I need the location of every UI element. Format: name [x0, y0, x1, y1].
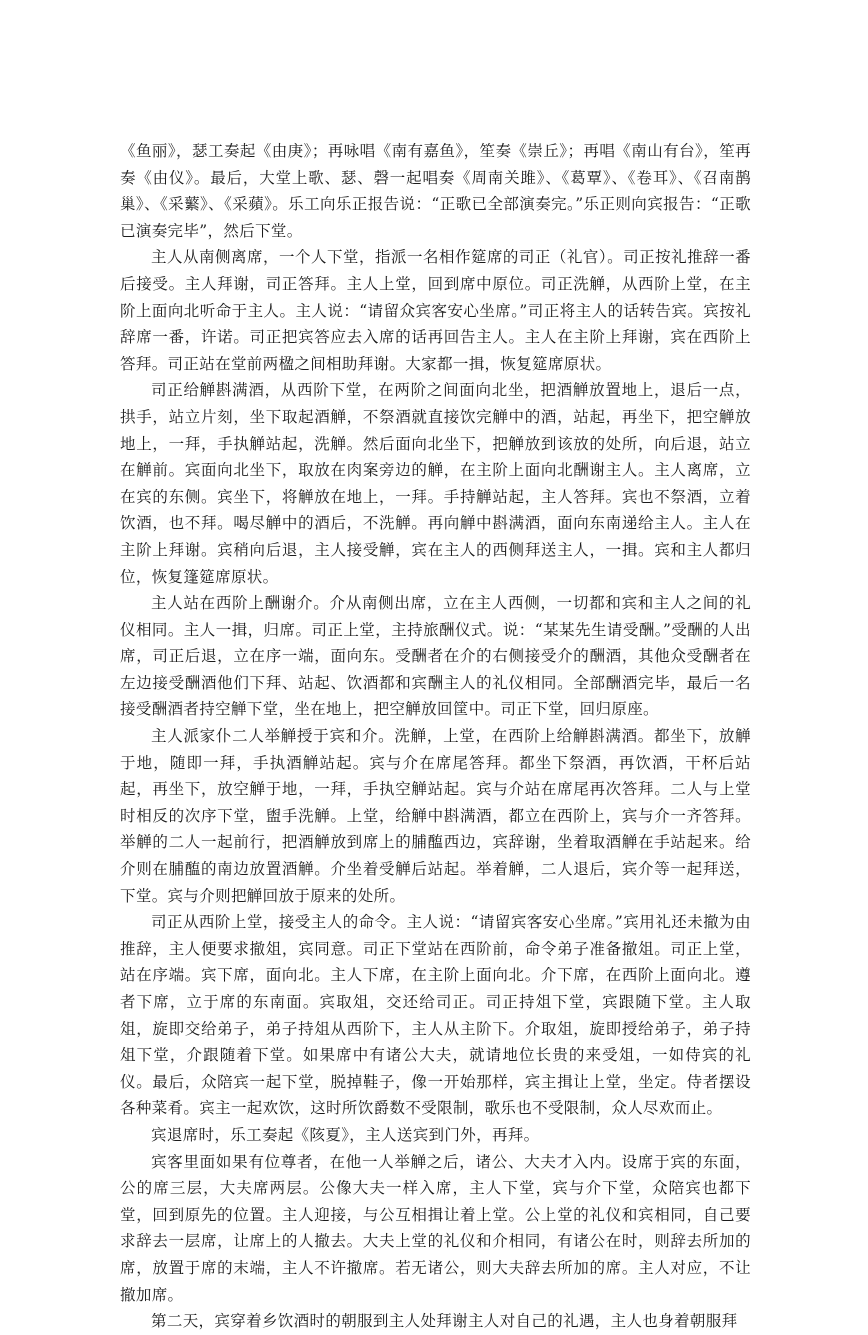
paragraph-continuation: 《鱼丽》，瑟工奏起《由庚》；再咏唱《南有嘉鱼》，笙奏《崇丘》；再唱《南山有台》，笙再奏《由仪》。最后，大堂上歌、瑟、磬一起唱奏《周南关雎》、《葛覃》、《卷耳》、《召南鹊巢》、《采蘩》、《采蘋》。乐工向乐正报告说：“正歌已全部演奏完。”乐正则向宾报告：“正歌已演奏完毕”，然后下堂。: [120, 142, 751, 240]
paragraph: 主人站在西阶上酬谢介。介从南侧出席，立在主人西侧，一切都和宾和主人之间的礼仪相同。主人一揖，归席。司正上堂，主持旅酬仪式。说：“某某先生请受酬。”受酬的人出席，司正后退，立在序一端，面向东。受酬者在介的右侧接受介的酬酒，其他众受酬者在左边接受酬酒他们下拜、站起、饮酒都和宾酬主人的礼仪相同。全部酬酒完毕，最后一名接受酬酒者持空觯下堂，坐在地上，把空觯放回筐中。司正下堂，回归原座。: [120, 594, 751, 719]
paragraph: 宾退席时，乐工奏起《陔夏》，主人送宾到门外，再拜。: [151, 1125, 540, 1144]
paragraph: 司正给觯斟满酒，从西阶下堂，在两阶之间面向北坐，把酒觯放置地上，退后一点，拱手，站立片刻，坐下取起酒觯，不祭酒就直接饮完觯中的酒，站起，再坐下，把空觯放地上，一拜，手执觯站起，洗觯。然后面向北坐下，把觯放到该放的处所，向后退，站立在觯前。宾面向北坐下，取放在肉案旁边的觯，在主阶上面向北酬谢主人。主人离席，立在宾的东侧。宾坐下，将觯放在地上，一拜。手持觯站起，主人答拜。宾也不祭酒，立着饮酒，也不拜。喝尽觯中的酒后，不洗觯。再向觯中斟满酒，面向东南递给主人。主人在主阶上拜谢。宾稍向后退，主人接受觯，宾在主人的西侧拜送主人，一揖。宾和主人都归位，恢复篷筵席原状。: [120, 381, 751, 586]
paragraph: 主人从南侧离席，一个人下堂，指派一名相作筵席的司正（礼官）。司正按礼推辞一番后接受。主人拜谢，司正答拜。主人上堂，回到席中原位。司正洗觯，从西阶上堂，在主阶上面向北听命于主人。主人说：“请留众宾客安心坐席。”司正将主人的话转告宾。宾按礼辞席一番，许诺。司正把宾答应去入席的话再回告主人。主人在主阶上拜谢，宾在西阶上答拜。司正站在堂前两楹之间相助拜谢。大家都一揖，恢复筵席原状。: [120, 248, 751, 373]
paragraph: 宾客里面如果有位尊者，在他一人举觯之后，诸公、大夫才入内。设席于宾的东面，公的席三层，大夫席两层。公像大夫一样入席，主人下堂，宾与介下堂，众陪宾也都下堂，回到原先的位置。主人迎接，与公互相揖让着上堂。公上堂的礼仪和宾相同，自己要求辞去一层席，让席上的人撤去。大夫上堂的礼仪和介相同，有诸公在时，则辞去所加的席，放置于席的末端，主人不许撤席。若无诸公，则大夫辞去所加的席。主人对应，不让撤加席。: [120, 1152, 751, 1304]
body-text: [120, 138, 751, 1335]
paragraph: 第二天，宾穿着乡饮酒时的朝服到主人处拜谢主人对自己的礼遇，主人也身着朝服拜: [151, 1312, 738, 1331]
paragraph: 主人派家仆二人举觯授于宾和介。洗觯，上堂，在西阶上给觯斟满酒。都坐下，放觯于地，随即一拜，手执酒觯站起。宾与介在席尾答拜。都坐下祭酒，再饮酒，干杯后站起，再坐下，放空觯于地，一拜，手执空觯站起。宾与介站在席尾再次答拜。二人与上堂时相反的次序下堂，盥手洗觯。上堂，给觯中斟满酒，都立在西阶上，宾与介一齐答拜。举觯的二人一起前行，把酒觯放到席上的脯醢西边，宾辞谢，坐着取酒觯在手站起来。给介则在脯醢的南边放置酒觯。介坐着受觯后站起。举着觯，二人退后，宾介等一起拜送，下堂。宾与介则把觯回放于原来的处所。: [120, 727, 751, 905]
paragraph: 司正从西阶上堂，接受主人的命令。主人说：“请留宾客安心坐席。”宾用礼还未撤为由推辞，主人便要求撤俎，宾同意。司正下堂站在西阶前，命令弟子准备撤俎。司正上堂，站在序端。宾下席，面向北。主人下席，在主阶上面向北。介下席，在西阶上面向北。遵者下席，立于席的东南面。宾取俎，交还给司正。司正持俎下堂，宾跟随下堂。主人取俎，旋即交给弟子，弟子持俎从西阶下，主人从主阶下。介取俎，旋即授给弟子，弟子持俎下堂，介跟随着下堂。如果席中有诸公大夫，就请地位长贵的来受俎，一如侍宾的礼仪。最后，众陪宾一起下堂，脱掉鞋子，像一开始那样，宾主揖让上堂，坐定。侍者摆设各种菜肴。宾主一起欢饮，这时所饮爵数不受限制，歌乐也不受限制，众人尽欢而止。: [120, 913, 751, 1118]
